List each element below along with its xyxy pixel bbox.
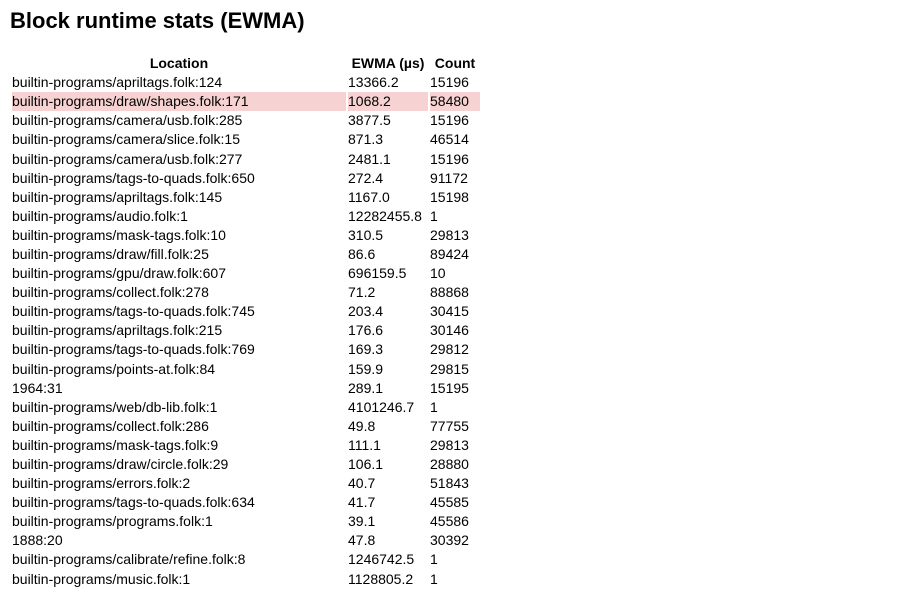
cell-ewma: 13366.2 xyxy=(348,74,399,91)
table-row xyxy=(12,398,480,417)
cell-location: builtin-programs/camera/usb.folk:277 xyxy=(12,150,243,167)
table-row xyxy=(12,169,480,188)
cell-count: 77755 xyxy=(430,417,469,434)
cell-ewma: 47.8 xyxy=(348,532,376,549)
cell-location: builtin-programs/tags-to-quads.folk:745 xyxy=(12,303,255,320)
column-header-count: Count xyxy=(434,55,476,72)
page-title: Block runtime stats (EWMA) xyxy=(10,8,305,33)
table-row xyxy=(12,512,480,531)
cell-location: builtin-programs/apriltags.folk:124 xyxy=(12,74,223,91)
cell-location: builtin-programs/draw/circle.folk:29 xyxy=(12,456,229,473)
cell-ewma: 696159.5 xyxy=(348,265,407,282)
cell-count: 1 xyxy=(430,551,438,568)
table-row xyxy=(12,379,480,398)
table-row xyxy=(12,493,480,512)
cell-ewma: 2481.1 xyxy=(348,150,391,167)
cell-count: 91172 xyxy=(430,169,468,186)
cell-ewma: 1128805.2 xyxy=(348,570,414,587)
cell-location: builtin-programs/draw/fill.folk:25 xyxy=(12,245,209,262)
cell-location: 1888:20 xyxy=(12,532,63,549)
cell-location: builtin-programs/apriltags.folk:145 xyxy=(12,188,223,205)
table-body xyxy=(12,73,480,589)
cell-ewma: 272.4 xyxy=(348,169,384,186)
cell-ewma: 106.1 xyxy=(348,456,384,473)
cell-ewma: 49.8 xyxy=(348,417,376,434)
column-header-ewma: EWMA (µs) xyxy=(351,55,425,72)
column-header-location: Location xyxy=(149,55,209,72)
cell-location: builtin-programs/camera/usb.folk:285 xyxy=(12,112,243,129)
table-row xyxy=(12,226,480,245)
cell-location: builtin-programs/web/db-lib.folk:1 xyxy=(12,398,218,415)
cell-ewma: 159.9 xyxy=(348,360,384,377)
table-row xyxy=(12,340,480,359)
table-row xyxy=(12,149,480,168)
cell-count: 15196 xyxy=(430,112,469,129)
cell-count: 51843 xyxy=(430,475,469,492)
table-row xyxy=(12,474,480,493)
cell-location: builtin-programs/collect.folk:286 xyxy=(12,417,209,434)
cell-count: 30392 xyxy=(430,532,469,549)
cell-count: 1 xyxy=(430,398,438,415)
cell-ewma: 3877.5 xyxy=(348,112,391,129)
cell-count: 15198 xyxy=(430,188,469,205)
table-row xyxy=(12,283,480,302)
cell-count: 15196 xyxy=(430,150,469,167)
cell-count: 45585 xyxy=(430,494,469,511)
cell-count: 29813 xyxy=(430,226,469,243)
table-row xyxy=(12,188,480,207)
cell-count: 30146 xyxy=(430,322,469,339)
table-row xyxy=(12,130,480,149)
table-row xyxy=(12,360,480,379)
cell-count: 58480 xyxy=(430,92,480,111)
cell-ewma: 871.3 xyxy=(348,131,384,148)
cell-count: 45586 xyxy=(430,513,469,530)
table-row xyxy=(12,531,480,550)
cell-ewma: 41.7 xyxy=(348,494,376,511)
cell-count: 15195 xyxy=(430,379,469,396)
cell-ewma: 71.2 xyxy=(348,284,376,301)
cell-location: builtin-programs/music.folk:1 xyxy=(12,570,191,587)
cell-count: 1 xyxy=(430,570,438,587)
cell-ewma: 4101246.7 xyxy=(348,398,415,415)
cell-count: 28880 xyxy=(430,456,469,473)
table-row xyxy=(12,92,480,111)
cell-ewma: 111.1 xyxy=(348,436,381,453)
cell-ewma: 203.4 xyxy=(348,303,384,320)
cell-count: 89424 xyxy=(430,245,469,262)
cell-count: 29813 xyxy=(430,436,469,453)
table-row xyxy=(12,321,480,340)
table-row xyxy=(12,302,480,321)
table-row xyxy=(12,264,480,283)
cell-ewma: 86.6 xyxy=(348,245,376,262)
table-row xyxy=(12,570,480,589)
cell-count: 15196 xyxy=(430,74,469,91)
cell-location: builtin-programs/gpu/draw.folk:607 xyxy=(12,265,227,282)
cell-ewma: 1246742.5 xyxy=(348,551,415,568)
table-row xyxy=(12,73,480,92)
cell-location: builtin-programs/programs.folk:1 xyxy=(12,513,213,530)
cell-location: builtin-programs/camera/slice.folk:15 xyxy=(12,131,240,148)
cell-count: 29812 xyxy=(430,341,469,358)
cell-count: 30415 xyxy=(430,303,469,320)
table-header-row xyxy=(12,54,480,73)
table-row xyxy=(12,111,480,130)
cell-count: 1 xyxy=(430,207,438,224)
cell-location: 1964:31 xyxy=(12,379,63,396)
cell-location: builtin-programs/tags-to-quads.folk:650 xyxy=(12,169,255,186)
cell-ewma: 310.5 xyxy=(348,226,384,243)
cell-ewma: 39.1 xyxy=(348,513,376,530)
cell-location: builtin-programs/mask-tags.folk:10 xyxy=(12,226,226,243)
cell-location: builtin-programs/points-at.folk:84 xyxy=(12,360,216,377)
cell-count: 88868 xyxy=(430,284,469,301)
table-row xyxy=(12,436,480,455)
cell-ewma: 1068.2 xyxy=(348,92,428,111)
cell-ewma: 176.6 xyxy=(348,322,384,339)
cell-location: builtin-programs/errors.folk:2 xyxy=(12,475,191,492)
cell-ewma: 1167.0 xyxy=(348,188,390,205)
cell-location: builtin-programs/collect.folk:278 xyxy=(12,284,209,301)
table-row xyxy=(12,245,480,264)
cell-ewma: 169.3 xyxy=(348,341,384,358)
cell-location: builtin-programs/audio.folk:1 xyxy=(12,207,188,224)
cell-location: builtin-programs/mask-tags.folk:9 xyxy=(12,436,219,453)
table-row xyxy=(12,455,480,474)
cell-count: 10 xyxy=(430,265,446,282)
table-row xyxy=(12,550,480,569)
cell-ewma: 12282455.8 xyxy=(348,207,422,224)
cell-location: builtin-programs/draw/shapes.folk:171 xyxy=(12,92,346,111)
cell-ewma: 40.7 xyxy=(348,475,376,492)
cell-ewma: 289.1 xyxy=(348,379,384,396)
cell-count: 29815 xyxy=(430,360,469,377)
cell-location: builtin-programs/tags-to-quads.folk:634 xyxy=(12,494,255,511)
cell-location: builtin-programs/apriltags.folk:215 xyxy=(12,322,223,339)
cell-count: 46514 xyxy=(430,131,469,148)
table-row xyxy=(12,207,480,226)
stats-table xyxy=(10,54,482,589)
table-row xyxy=(12,417,480,436)
cell-location: builtin-programs/tags-to-quads.folk:769 xyxy=(12,341,255,358)
cell-location: builtin-programs/calibrate/refine.folk:8 xyxy=(12,551,246,568)
